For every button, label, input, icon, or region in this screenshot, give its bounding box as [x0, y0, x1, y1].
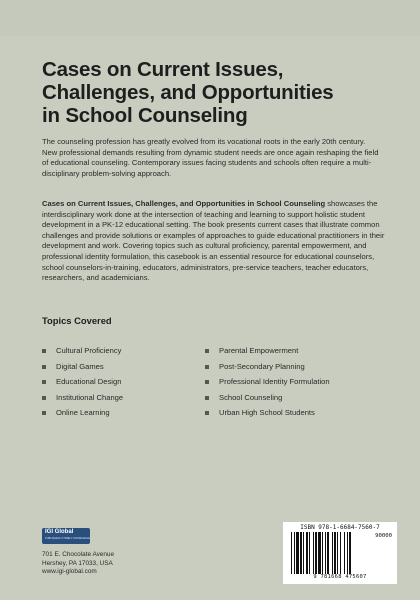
- bullet-icon: [205, 411, 209, 415]
- barcode-stripe: [337, 532, 338, 574]
- publisher-address: [42, 551, 192, 577]
- address-line-1: 701 E. Chocolate Avenue: [42, 551, 115, 558]
- barcode-stripe: [327, 532, 329, 574]
- barcode-stripe: [332, 532, 333, 574]
- bullet-icon: [205, 349, 209, 353]
- title-line-3: in School Counseling: [42, 104, 248, 127]
- topic-item: [42, 405, 182, 421]
- logo-subtext: PUBLISHER of TIMELY KNOWLEDGE: [45, 537, 90, 540]
- topic-item: [42, 359, 182, 375]
- bullet-icon: [42, 411, 46, 415]
- topic-item: [205, 343, 375, 359]
- barcode-stripe: [315, 532, 317, 574]
- title-line-1: Cases on Current Issues,: [42, 58, 284, 81]
- topic-label: Educational Design: [56, 377, 122, 386]
- topic-label: Professional Identity Formulation: [219, 377, 330, 386]
- bullet-icon: [205, 380, 209, 384]
- description-body: showcases the interdisciplinary work done at the intersection of teaching and learning to support holistic student development in a PK-12 educational setting. The book presents current cases that illustrate common challenges and provide solutions or examples of approaches to guide educational practitioners in their development and work. Covering topics such as cultural proficiency, parental empowerment, and professional identity formulation, this casebook is an essential resource for educational counselors, school counselors-in-training, educators, administrators, pre-service teachers, teacher educators, researchers, and academicians.: [42, 199, 385, 283]
- topic-item: [42, 343, 182, 359]
- barcode-stripe: [325, 532, 326, 574]
- description-paragraph: [42, 199, 387, 284]
- topics-list-left: [42, 343, 182, 421]
- description-bold-title: Cases on Current Issues, Challenges, and Opportunities in School Counseling: [42, 199, 326, 208]
- bullet-icon: [205, 365, 209, 369]
- topic-label: Online Learning: [56, 408, 110, 417]
- topic-item: [205, 374, 375, 390]
- topics-list-right: [205, 343, 375, 421]
- barcode-stripe: [294, 532, 295, 574]
- barcode-stripe: [347, 532, 348, 574]
- barcode-bars-icon: [291, 532, 369, 574]
- barcode: [283, 522, 397, 584]
- barcode-number: 9 781668 475607: [313, 574, 367, 580]
- topic-item: [205, 390, 375, 406]
- barcode-stripe: [318, 532, 321, 574]
- book-title: [42, 58, 382, 127]
- barcode-stripe: [296, 532, 299, 574]
- bullet-icon: [42, 396, 46, 400]
- topic-label: Urban High School Students: [219, 408, 315, 417]
- barcode-stripe: [303, 532, 304, 574]
- publisher-logo: [42, 528, 90, 544]
- topic-label: School Counseling: [219, 392, 283, 402]
- topic-label: Cultural Proficiency: [56, 346, 122, 355]
- barcode-stripe: [334, 532, 336, 574]
- intro-paragraph: The counseling profession has greatly evolved from its vocational roots in the early 20th century. New professional demands resulting from dynamic student needs are once again reshaping the field of educational counseling. Contemporary issues facing students and schools often require a multi-disciplinary problem-solving approach.: [42, 137, 379, 178]
- topic-item: [42, 374, 182, 390]
- barcode-stripe: [340, 532, 341, 574]
- barcode-stripe: [349, 532, 351, 574]
- barcode-stripe: [309, 532, 310, 574]
- topic-item: [205, 359, 375, 375]
- topics-heading: Topics Covered: [42, 315, 112, 326]
- top-band: [0, 0, 420, 36]
- logo-text: IGI Global: [45, 529, 74, 535]
- barcode-stripe: [313, 532, 314, 574]
- barcode-stripe: [344, 532, 345, 574]
- topic-label: Institutional Change: [56, 392, 124, 402]
- bullet-icon: [205, 396, 209, 400]
- barcode-stripe: [306, 532, 308, 574]
- bullet-icon: [42, 349, 46, 353]
- topic-label: Parental Empowerment: [219, 346, 299, 355]
- topic-label: Post-Secondary Planning: [219, 361, 305, 371]
- topic-item: [42, 390, 182, 406]
- address-line-2: Hershey, PA 17033, USA: [42, 559, 113, 567]
- topic-label: Digital Games: [56, 361, 104, 371]
- bullet-icon: [42, 365, 46, 369]
- publisher-website: www.igi-global.com: [42, 568, 97, 576]
- barcode-stripe: [322, 532, 323, 574]
- title-line-2: Challenges, and Opportunities: [42, 81, 334, 104]
- isbn-text: ISBN 978-1-6684-7560-7: [300, 524, 380, 531]
- barcode-stripe: [291, 532, 292, 574]
- bullet-icon: [42, 380, 46, 384]
- topic-item: [205, 405, 375, 421]
- barcode-stripe: [300, 532, 302, 574]
- price-code: 90000: [375, 533, 392, 539]
